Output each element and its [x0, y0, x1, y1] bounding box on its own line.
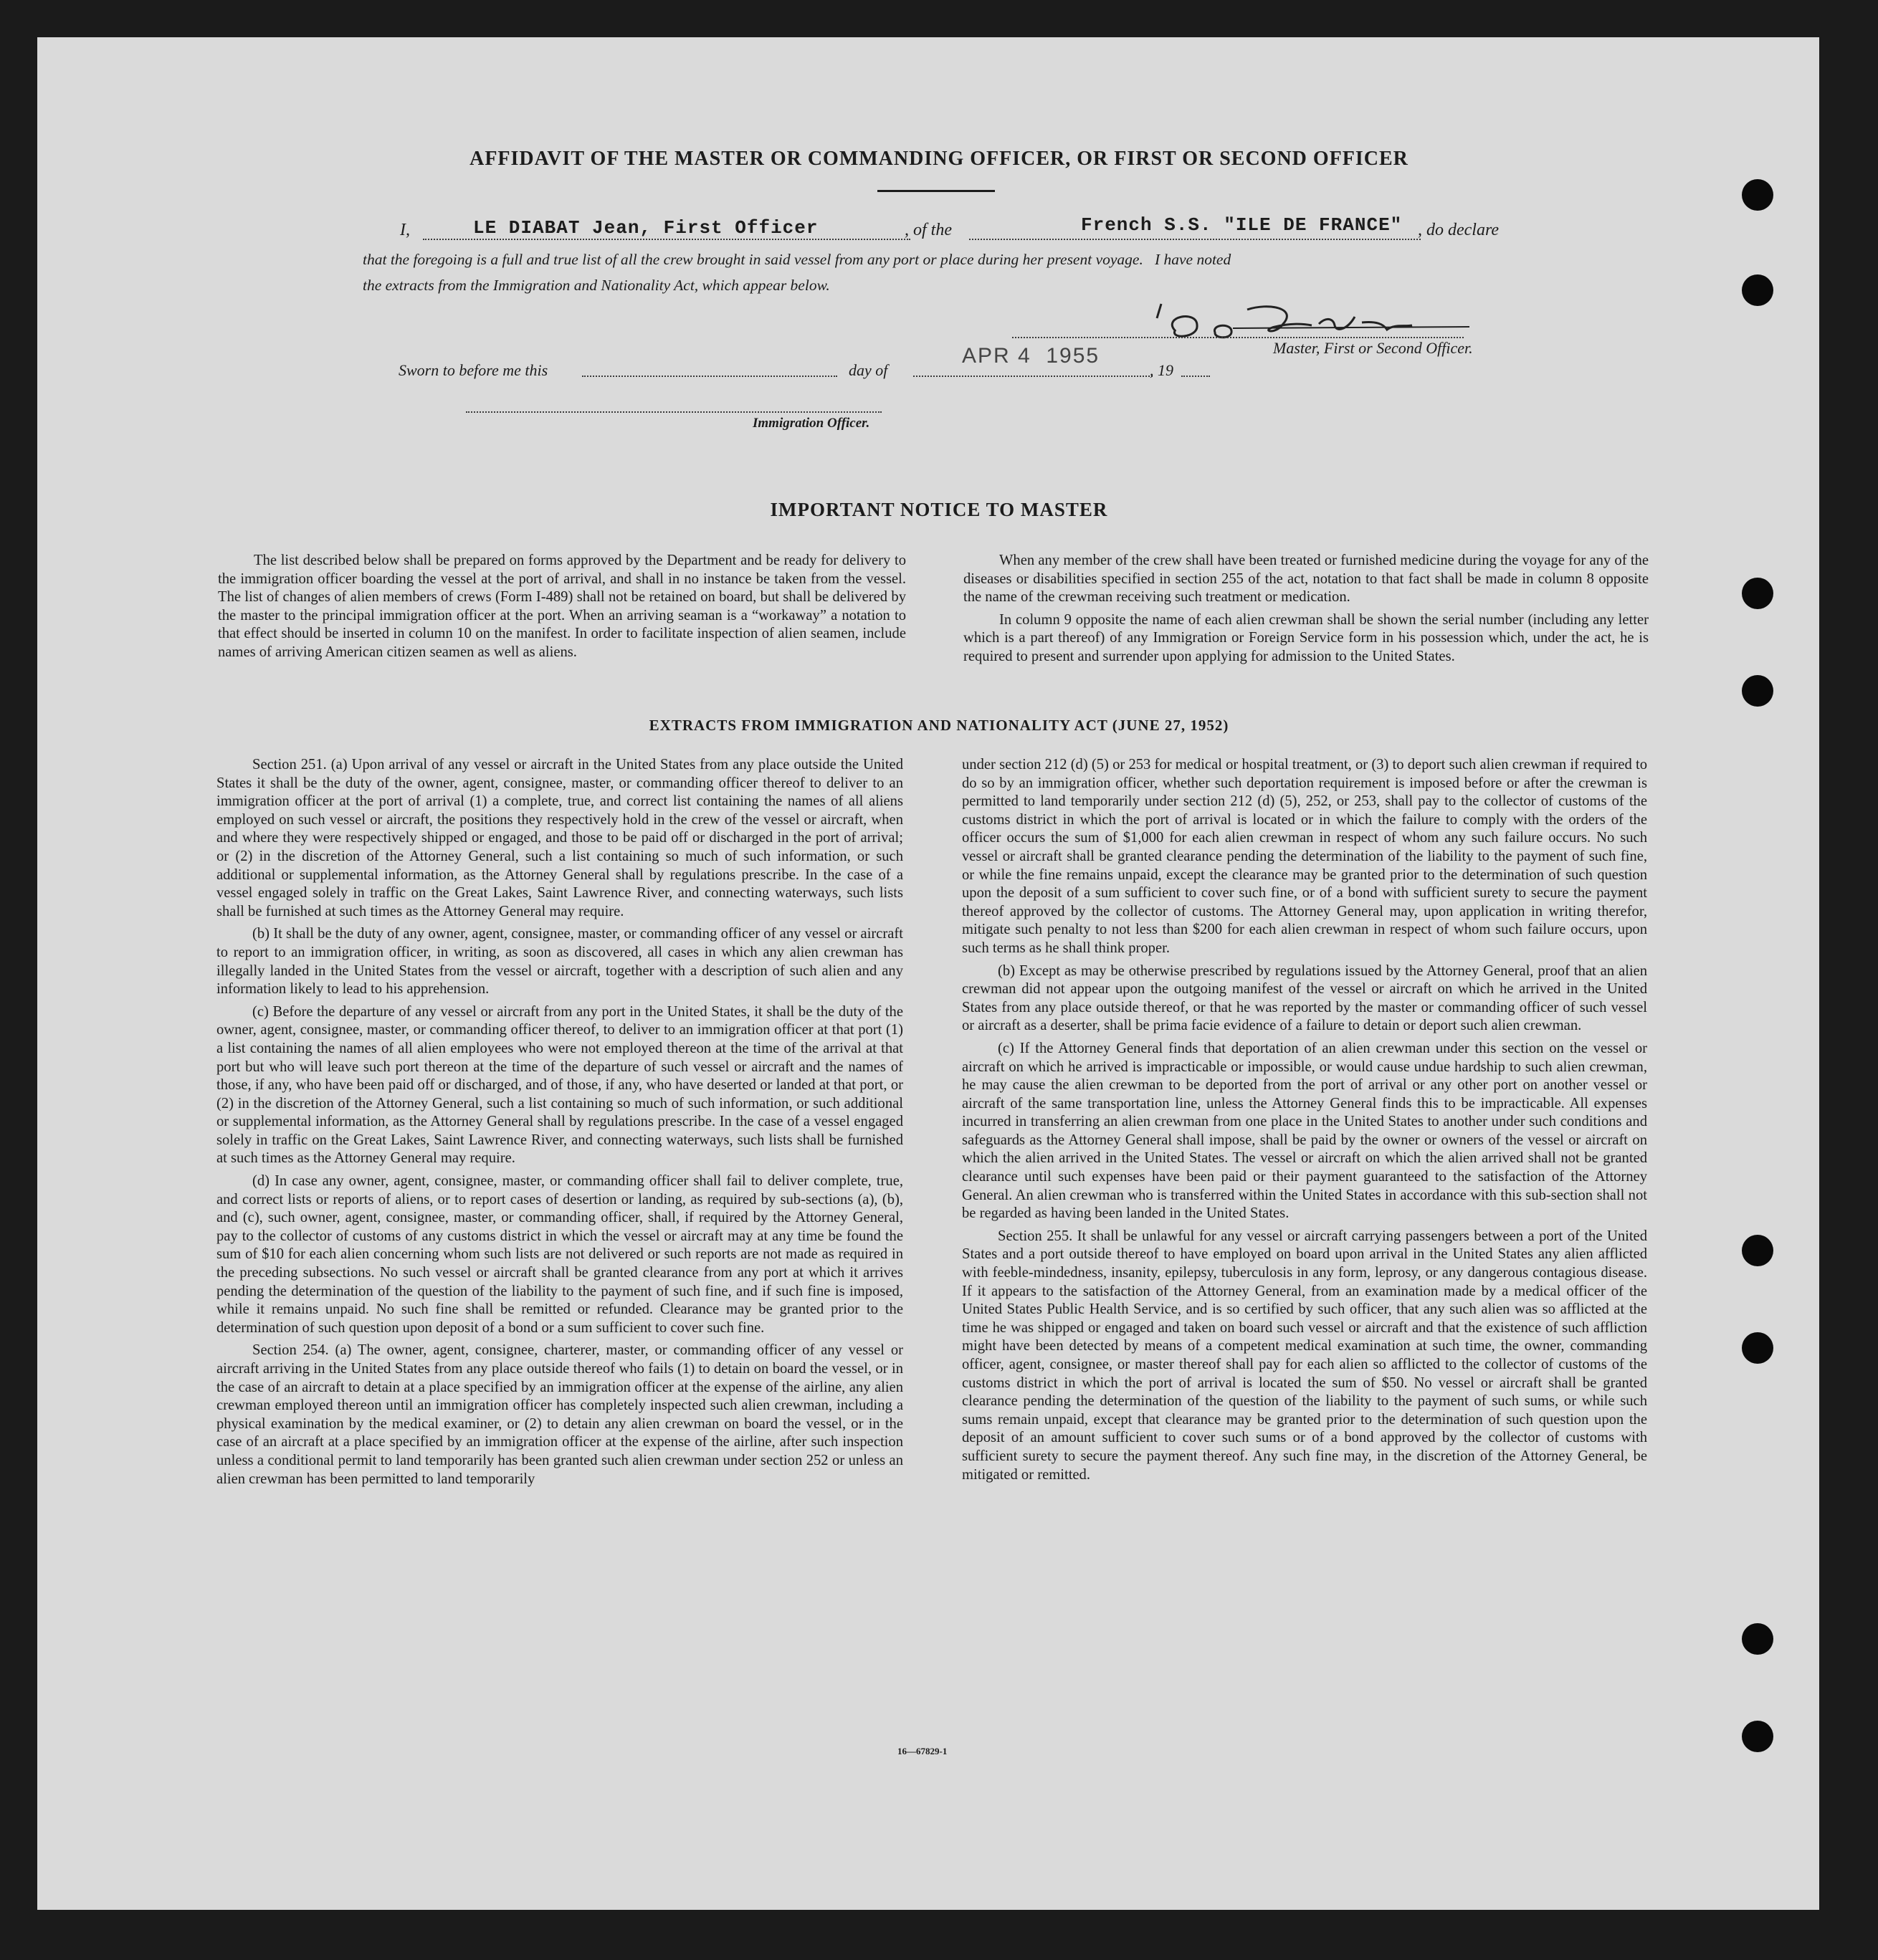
declarant-line [423, 239, 910, 240]
form-number: 16—67829-1 [897, 1746, 948, 1756]
notice-left-paragraph: The list described below shall be prepared on forms approved by the Department and be ready for delivery to the immigration officer boarding the vessel at the port of arrival, and shall in no instance be taken from the vessel. The list of changes of alien members of crews (Form I-489) shall not be retained on board, but shall be delivered by the master to the principal immigration officer at the port. When an arriving seaman is a “workaway” a notation to that effect should be inserted in column 10 on the manifest. In order to facilitate inspection of alien seamen, include names of arriving American citizen seamen as well as aliens. [218, 553, 906, 660]
notice-left-column [218, 552, 906, 666]
extract-right-paragraph: under section 212 (d) (5) or 253 for medical or hospital treatment, or (3) to deport such alien crewman if required to do so by an immigration officer, whether such deportation requirement is imposed before or after the crewman is permitted to land temporarily under section 212 (d) (5), 252, or 253, shall pay to the collector of customs of the customs district in which the port of arrival is located or in which the failure to comply with the orders of the officer occurs the sum of $1,000 for each alien crewman in respect of whom any such failure occurs. No such vessel or aircraft shall be granted clearance pending the determination of the liability to the payment of such fine, or while the fine remains unpaid, except the clearance may be granted prior to the determination of such question upon the deposit of a sum sufficient to cover such fine, or of a bond with sufficient surety to secure the payment thereof approved by the collector of customs. The Attorney General may, upon application in writing therefor, mitigate such penalty to not less than $200 for each alien crewman in respect of whom such failure occurs, upon such terms as he shall think proper. [962, 757, 1647, 956]
extract-left-paragraph: (d) In case any owner, agent, consignee, master, or commanding officer shall fail to deliver complete, true, and correct lists or reports of aliens, or to report cases of desertion or landing, as required by sub-sections (a), (b), and (c), such owner, agent, consignee, master, or commanding officer, shall, if required by the Attorney General, pay to the collector of customs of any customs district in which the vessel or aircraft may at any time be found the sum of $10 for each alien concerning whom such lists are not delivered or such reports are not made as required in the preceding subsections. No such vessel or aircraft shall be granted clearance from any port at which it arrives pending the determination of the question of the liability to the payment of such fine, and if such fine is imposed, while it remains unpaid. No such fine shall be remitted or refunded. Clearance may be granted prior to the determination of such question upon deposit of a bond or a sum sufficient to cover such fine. [216, 1173, 903, 1336]
notice-right-paragraph-1: When any member of the crew shall have been treated or furnished medicine during the voyage for any of the diseases or disabilities specified in section 255 of the act, notation to that fact shall be made in column 8 opposite the name of the crewman receiving such treatment or medication. [963, 553, 1649, 606]
notice-right-paragraph-2: In column 9 opposite the name of each alien crewman shall be shown the serial number (including any letter which is a part thereof) of any Immigration or Foreign Service form in his possession which, under the act, he is required to present and surrender upon applying for admission to the United States. [963, 611, 1649, 664]
extracts-right-column [962, 756, 1647, 1488]
title-rule [877, 190, 995, 192]
sworn-label: Sworn to before me this [399, 361, 548, 379]
extract-left-paragraph: Section 254. (a) The owner, agent, consignee, charterer, master, or commanding officer of any vessel or aircraft arriving in the United States from any place outside thereof who fails (1) to detain on board the vessel, or in the case of an aircraft to detain at a place specified by an immigration officer at the expense of the airline, any alien crewman employed thereon until an immigration officer has completely inspected such alien crewman, including a physical examination by the medical examiner, or (2) to detain any alien crewman on board the vessel, or in the case of an aircraft at a place specified by an immigration officer at the expense of the airline, after such inspection unless a conditional permit to land temporarily has been granted such alien crewman under section 252 or unless an alien crewman has been permitted to land temporarily [216, 1342, 903, 1487]
declaration-i: I, [400, 221, 410, 239]
extract-left-paragraph: (c) Before the departure of any vessel or aircraft from any port in the United States, it shall be the duty of the owner, agent, consignee, master, or commanding officer thereof, to deliver to an immigration officer at that port (1) a list containing the names of all alien employees who were not employed thereon at the time of the arrival at that port but who will leave such port thereon at the time of the departure of such vessel or aircraft and the names of those, if any, who have been paid off or discharged, and of those, if any, who have deserted or landed at that port, or (2) in the discretion of the Attorney General, such a list containing so much of such information, or such additional or supplemental information, as the Attorney General shall by regulations prescribe. In the case of a vessel engaged solely in traffic on the Great Lakes, Saint Lawrence River, and connecting waterways, such lists shall be furnished at such times as the Attorney General may require. [216, 1003, 903, 1167]
date-stamp: APR 4 1955 [962, 344, 1100, 368]
affidavit-title: AFFIDAVIT OF THE MASTER OR COMMANDING OFFICER, OR FIRST OR SECOND OFFICER [470, 148, 1408, 170]
year-line [1181, 376, 1210, 377]
of-the-label: , of the [905, 221, 952, 239]
extract-left-paragraph: Section 251. (a) Upon arrival of any vessel or aircraft in the United States from any place outside the United States it shall be the duty of the owner, agent, consignee, master, or commanding officer thereof to deliver to an immigration officer at the port of arrival (1) a complete, true, and correct list containing the names of all aliens employed on such vessel or aircraft, the positions they respectively hold in the crew of the vessel or aircraft, when and where they were respectively shipped or engaged, and those to be paid off or discharged in the port of arrival; or (2) in the discretion of the Attorney General, such a list containing so much of such information, or such additional or supplemental information, as the Attorney General shall by regulations prescribe. In the case of a vessel engaged solely in traffic on the Great Lakes, Saint Lawrence River, and connecting waterways, such lists shall be furnished at such times as the Attorney General may require. [216, 757, 903, 919]
extract-right-paragraph: (c) If the Attorney General finds that deportation of an alien crewman under this section on the vessel or aircraft on which he arrived is impracticable or impossible, or would cause undue hardship to such alien crewman, he may cause the alien crewman to be deported from the port of arrival or any other port on another vessel or aircraft of the same transportation line, unless the Attorney General finds this to be impracticable. All expenses incurred in transferring an alien crewman from one place in the United States to another under such conditions and safeguards as the Attorney General shall impose, shall be paid by the owner or owners of the vessel or aircraft on which the alien arrived in the United States. The vessel or aircraft on which the alien arrived shall not be granted clearance until such expenses have been paid or their payment guaranteed to the satisfaction of the Attorney General. An alien crewman who is transferred within the United States in accordance with this sub-section shall not be regarded as having been landed in the United States. [962, 1040, 1647, 1222]
declarant-name: LE DIABAT Jean, First Officer [473, 217, 819, 239]
binder-hole [1742, 1332, 1773, 1364]
vessel-line [969, 239, 1421, 240]
sworn-month-line [913, 376, 1153, 377]
signature-line [1012, 337, 1464, 338]
binder-hole [1742, 675, 1773, 707]
do-declare-label: , do declare [1418, 221, 1500, 239]
sworn-day-line [582, 376, 837, 377]
binder-hole [1742, 179, 1773, 211]
statement-line-2: the extracts from the Immigration and Nationality Act, which appear below. [363, 277, 830, 294]
binder-hole [1742, 578, 1773, 609]
binder-hole [1742, 274, 1773, 306]
day-of-label: day of [849, 361, 888, 379]
extract-right-paragraph: Section 255. It shall be unlawful for any vessel or aircraft carrying passengers between a port of the United States and a port outside thereof to have employed on board upon arrival in the United States any alien afflicted with feeble-mindedness, insanity, epilepsy, tuberculosis in any form, leprosy, or any dangerous contagious disease. If it appears to the satisfaction of the Attorney General, from an examination made by a medical officer of the United States Public Health Service, and is so certified by such officer, that any such alien was so afflicted at the time he was shipped or engaged and taken on board such vessel or aircraft and that the existence of such affliction might have been detected by means of a competent medical examination at such time, the owner, commanding officer, agent, consignee, or master thereof shall pay for each alien so afflicted to the collector of customs of the customs district in which the port of arrival is located the sum of $50. No vessel or aircraft shall be granted clearance pending the determination of the question of the liability to the payment of such sums, or while such sums remain unpaid, except that clearance may be granted prior to the determination of such question upon the deposit of an amount sufficient to cover such sums or of a bond approved by the collector of customs with sufficient surety to secure the payment thereof. Any such fine may, in the discretion of the Attorney General, be mitigated or remitted. [962, 1228, 1647, 1483]
extract-left-paragraph: (b) It shall be the duty of any owner, agent, consignee, master, or commanding officer of any vessel or aircraft to report to an immigration officer, in writing, as soon as discovered, all cases in which any alien crewman has illegally landed in the United States from the vessel or aircraft, together with a description of such alien and any information likely to lead to his apprehension. [216, 926, 903, 998]
immigration-officer-line [466, 411, 882, 413]
notice-right-column [963, 552, 1649, 671]
extract-right-paragraph: (b) Except as may be otherwise prescribed by regulations issued by the Attorney General, proof that an alien crewman did not appear upon the outgoing manifest of the vessel or aircraft on which he arrived in the United States from any place outside thereof, or that he was reported by the master or commanding officer of such vessel or aircraft as a deserter, shall be prima facie evidence of a failure to detain or deport such alien crewman. [962, 962, 1647, 1034]
extracts-left-column [216, 756, 903, 1493]
binder-hole [1742, 1623, 1773, 1655]
binder-hole [1742, 1235, 1773, 1266]
binder-hole [1742, 1721, 1773, 1752]
vessel-name: French S.S. "ILE DE FRANCE" [1081, 214, 1403, 236]
statement-line-1: that the foregoing is a full and true list of all the crew brought in said vessel from any port or place during her present voyage. I have noted [363, 251, 1231, 268]
officer-title-label: Master, First or Second Officer. [1273, 339, 1473, 357]
year-label: , 19 [1150, 361, 1173, 379]
notice-title: IMPORTANT NOTICE TO MASTER [770, 499, 1108, 520]
immigration-officer-label: Immigration Officer. [753, 416, 870, 431]
extracts-title: EXTRACTS FROM IMMIGRATION AND NATIONALITY ACT (JUNE 27, 1952) [649, 717, 1229, 734]
